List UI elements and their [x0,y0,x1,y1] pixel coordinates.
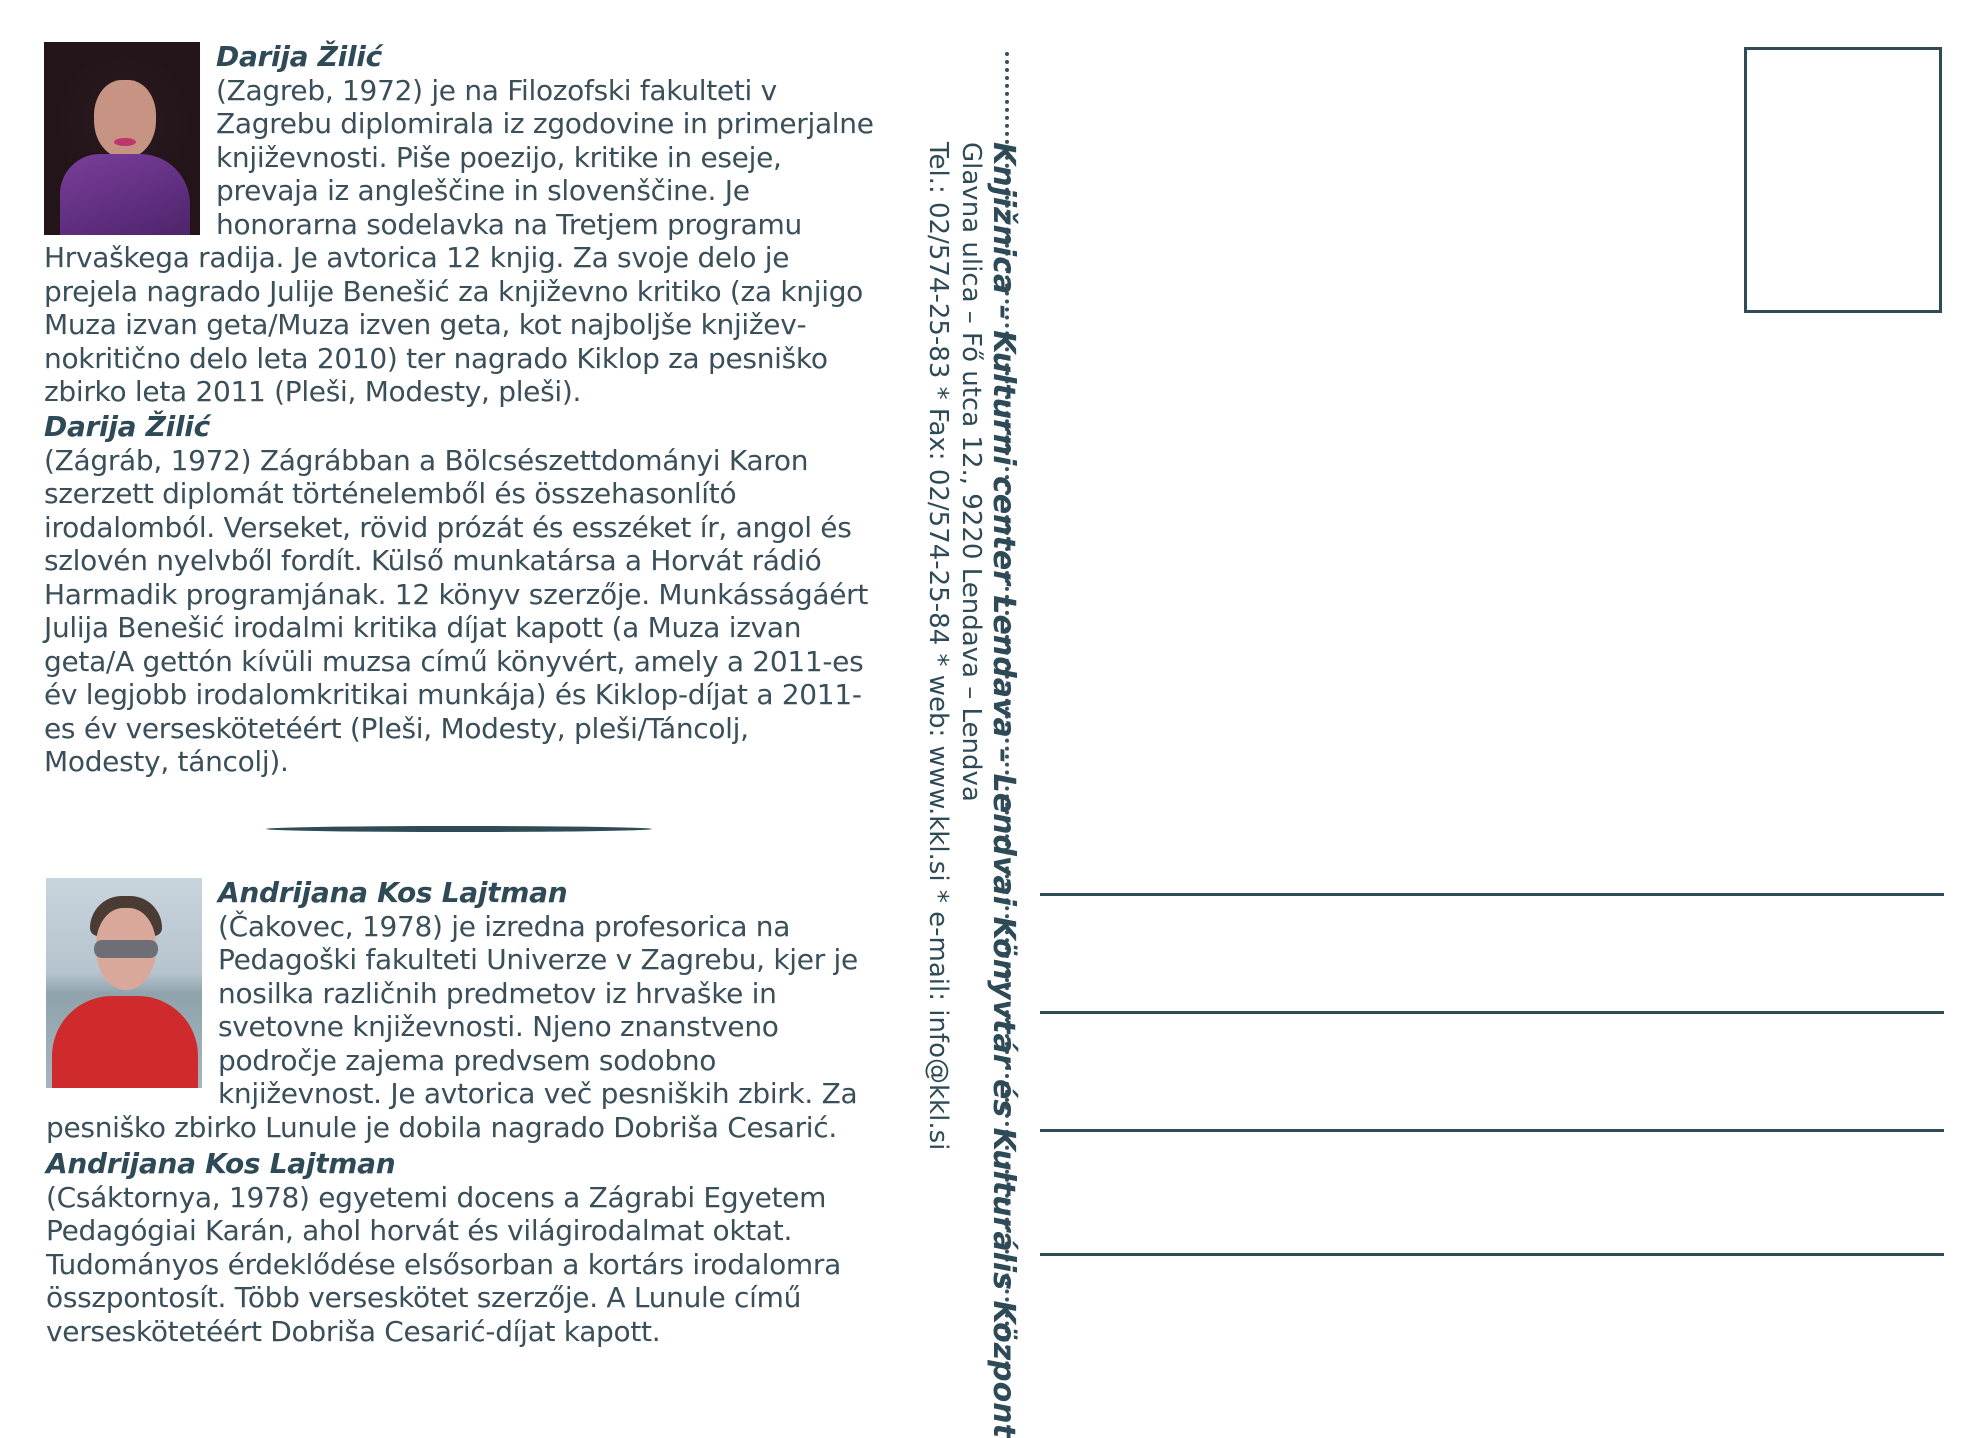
bio-text: (Zágráb, 1972) Zágrábban a Bölcsészettdományi Karon szerzett diplomát történelemből és összehasonlító irodalomból. Verseket, rövid prózát és esszéket ír, angol és szlovén nyelvből fordít. Külső munkatársa a Horvát rádió Harmadik programjának. 12 könyv szerzője. Munkásságáért Julija Benešić irodalmi kritika díjat kapott (a Muza izvan geta/A gettón kívüli muzsa című könyvért, amely a 2011-es év legjobb irodalomkritikai munkája) és Kiklop-díjat a 2011-es év verseskötetéért (Pleši, Modesty, pleši/Táncolj, Modesty, táncolj). [44,443,869,778]
address-line [1040,1011,1944,1014]
bio-kos-lajtman-slovene [46,876,882,1144]
portrait-darija-zilic [44,42,200,235]
bio-zilic-slovene [44,40,880,409]
sender-block [921,142,1020,1438]
bio-kos-lajtman-hungarian [46,1147,882,1348]
bio-text: (Čakovec, 1978) je izredna profesorica na Pedagoški fakulteti Univerze v Zagrebu, kjer je nosilka različnih predmetov iz hrvaške in svetovne književnosti. Njeno znanstveno področje zajema predvsem sodobno književnost. Je avtorica več pesniških zbirk. Za pesniško zbirko Lunule je dobila nagrado Dobriša Cesarić. [46,909,858,1144]
author-name: Andrijana Kos Lajtman [218,876,568,909]
bio-text: (Zagreb, 1972) je na Filozofski fakulteti v Zagrebu diplomirala iz zgodovine in primerjalne književnosti. Piše poezijo, kritike in eseje, prevaja iz angleščine in slovenščine. Je honorarna sodelavka na Tretjem programu Hrvaškega radija. Je avtorica 12 knjig. Za svoje delo je prejela nagrado Julije Benešić za književno kritiko (za knjigo Muza izvan geta/Muza izven geta, kot najboljše književnokritično delo leta 2010) ter nagrado Kiklop za pesniško zbirko leta 2011 (Pleši, Modesty, pleši). [44,73,874,408]
author-name: Darija Žilić [44,410,210,443]
sender-address: Glavna ulica – Fő utca 12., 9220 Lendava – Lendva [956,142,986,802]
author-name: Andrijana Kos Lajtman [46,1147,396,1180]
portrait-andrijana-kos-lajtman [46,878,202,1088]
bio-text: (Csáktornya, 1978) egyetemi docens a Zágrabi Egyetem Pedagógiai Karán, ahol horvát és világirodalmat oktat. Tudományos érdeklődése elsősorban a kortárs irodalomra összpontosít. Több verseskötet szerzője. A Lunule című verseskötetéért Dobriša Cesarić-díjat kapott. [46,1180,841,1348]
address-line [1040,1129,1944,1132]
sender-title: Knjižnica – Kulturni center Lendava – Lendvai Könyvtár és Kulturális Központ [986,142,1021,1438]
sender-contact: Tel.: 02/574-25-83 * Fax: 02/574-25-84 * web: www.kkl.si * e-mail: info@kkl.si [923,142,953,1151]
address-line [1040,893,1944,896]
author-name: Darija Žilić [216,40,382,73]
section-divider [266,826,652,832]
address-line [1040,1253,1944,1256]
stamp-box [1744,47,1942,313]
bio-zilic-hungarian [44,410,880,779]
